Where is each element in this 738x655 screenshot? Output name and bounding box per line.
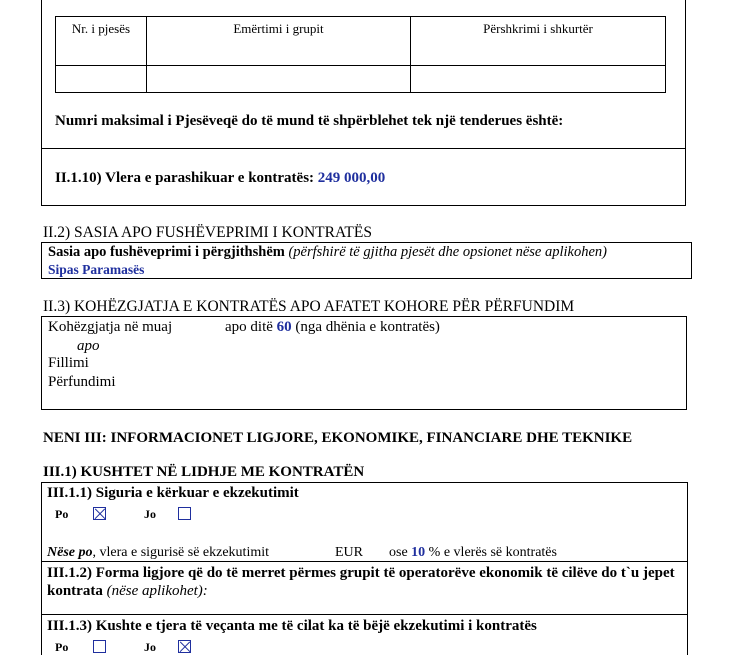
frame-divider [41, 561, 688, 562]
scope-note: (përfshirë të gjitha pjesët dhe opsionet nëse aplikohen) [288, 244, 607, 260]
other-conditions-title: III.1.3) Kushte e tjera të veçanta me të cilat ka të bëjë ekzekutimi i kontratës [47, 618, 537, 634]
scope-value: Sipas Paramasës [48, 262, 145, 277]
frame-top [41, 482, 688, 483]
legal-form-title: III.1.2) Forma ligjore që do të merret përmes grupit të operatorëve ekonomik të cilëve do t`u jepet kontrata [47, 565, 675, 599]
security-percent-row [389, 545, 557, 561]
section-iii-title: NENI III: INFORMACIONET LIGJORE, EKONOMIKE, FINANCIARE DHE TEKNIKE [43, 430, 633, 446]
section-iii1-title: III.1) KUSHTET NË LIDHJE ME KONTRATËN [43, 464, 365, 480]
scope-label: Sasia apo fushëveprimi i përgjithshëm [48, 244, 285, 260]
lots-table-cell[interactable] [147, 66, 411, 93]
frame-right [685, 0, 686, 206]
security-percent-value: 10 [411, 545, 426, 560]
duration-days-prefix: apo ditë [225, 319, 273, 335]
security-no-checkbox[interactable] [178, 507, 191, 520]
other-conditions-no-checkbox[interactable] [178, 640, 191, 653]
frame-left [41, 482, 42, 655]
max-lots-label: Numri maksimal i Pjesëveqë do të mund të shpërblehet tek një tenderues është: [55, 113, 564, 129]
security-yes-label: Po [55, 507, 69, 521]
frame-divider [41, 614, 688, 615]
section-ii3-box [41, 316, 687, 410]
duration-days-suffix: (nga dhënia e kontratës) [295, 319, 440, 335]
start-date-label: Fillimi [48, 355, 89, 371]
lots-table-header-description: Përshkrimi i shkurtër [411, 17, 666, 66]
security-note-text: , vlera e sigurisë së ekzekutimit [92, 545, 269, 560]
security-note-row [47, 545, 269, 561]
section-ii2-title: II.2) SASIA APO FUSHËVEPRIMI I KONTRATËS [43, 224, 372, 241]
frame-bottom [41, 205, 686, 206]
legal-form-note: (nëse aplikohet): [106, 583, 208, 599]
duration-days-row [225, 319, 440, 336]
security-title: III.1.1) Siguria e kërkuar e ekzekutimit [47, 485, 299, 501]
legal-form-title-block [47, 564, 687, 600]
security-currency: EUR [335, 545, 363, 560]
lots-table-cell[interactable] [56, 66, 147, 93]
other-conditions-yes-label: Po [55, 640, 69, 654]
security-no-label: Jo [144, 507, 156, 521]
section-ii3-title: II.3) KOHËZGJATJA E KONTRATËS APO AFATET KOHORE PËR PËRFUNDIM [43, 298, 575, 315]
scope-label-row [48, 244, 607, 261]
lots-table-cell[interactable] [411, 66, 666, 93]
frame-divider [41, 148, 686, 149]
section-ii2-box [41, 242, 692, 279]
frame-right [687, 482, 688, 655]
security-percent-suffix: % e vlerës së kontratës [428, 545, 557, 560]
other-conditions-yes-checkbox[interactable] [93, 640, 106, 653]
duration-months-label: Kohëzgjatja në muaj [48, 319, 173, 335]
frame-left [41, 0, 42, 206]
security-or-text: ose [389, 545, 408, 560]
lots-table-header-name: Emërtimi i grupit [147, 17, 411, 66]
lots-table [55, 16, 666, 93]
duration-or-label: apo [77, 338, 100, 354]
security-note-italic: Nëse po [47, 545, 93, 560]
security-yes-checkbox[interactable] [93, 507, 106, 520]
end-date-label: Përfundimi [48, 374, 116, 390]
duration-days-value: 60 [276, 319, 292, 335]
estimated-value-row [55, 170, 385, 187]
lots-table-header-nr: Nr. i pjesës [56, 17, 147, 66]
estimated-value: 249 000,00 [317, 170, 386, 186]
estimated-value-label: II.1.10) Vlera e parashikuar e kontratës: [55, 170, 315, 186]
other-conditions-no-label: Jo [144, 640, 156, 654]
